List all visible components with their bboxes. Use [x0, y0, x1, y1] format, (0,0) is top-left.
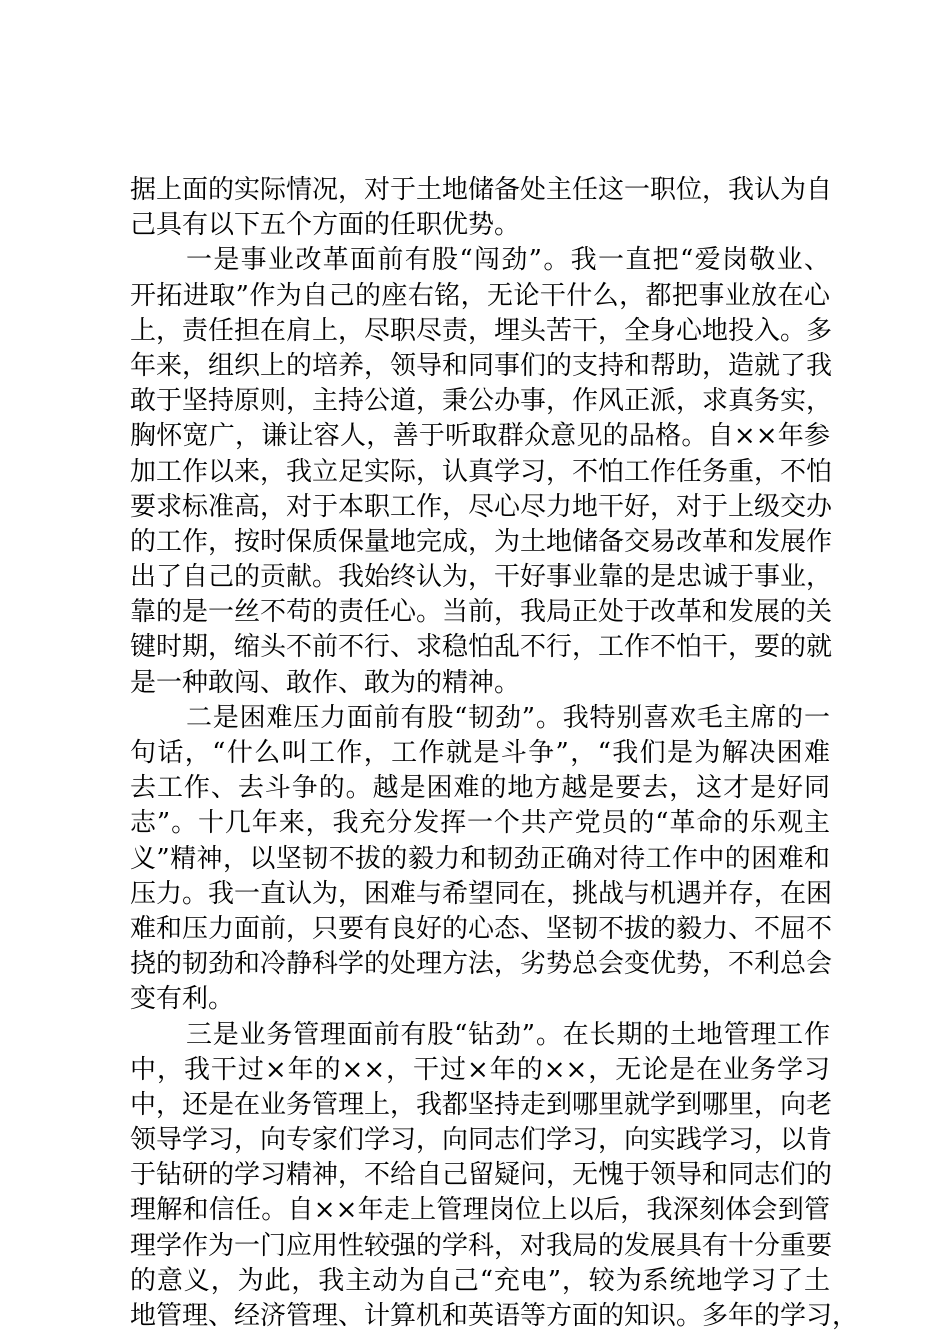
text-line: 理学作为一门应用性较强的学科，对我局的发展具有十分重要 — [130, 1230, 833, 1261]
text-line: 胸怀宽广，谦让容人，善于听取群众意见的品格。自××年参 — [130, 421, 830, 452]
text-line: 己具有以下五个方面的任职优势。 — [130, 210, 521, 241]
text-line: 难和压力面前，只要有良好的心态、坚韧不拔的毅力、不屈不 — [130, 913, 833, 944]
text-line: 志”。十几年来，我充分发挥一个共产党员的“革命的乐观主 — [130, 808, 830, 839]
text-line: 义”精神，以坚韧不拔的毅力和韧劲正确对待工作中的困难和 — [130, 843, 830, 874]
body-text — [130, 173, 859, 1334]
text-line: 的意义，为此，我主动为自己“充电”，较为系统地学习了土 — [130, 1265, 830, 1296]
text-line: 靠的是一丝不苟的责任心。当前，我局正处于改革和发展的关 — [130, 597, 833, 628]
text-line: 地管理、经济管理、计算机和英语等方面的知识。多年的学习， — [130, 1301, 859, 1331]
paragraph-first-line: 二是困难压力面前有股“韧劲”。我特别喜欢毛主席的一 — [186, 702, 830, 733]
text-line: 开拓进取”作为自己的座右铭，无论干什么，都把事业放在心 — [130, 280, 830, 311]
text-line: 领导学习，向专家们学习，向同志们学习，向实践学习，以肯 — [130, 1125, 833, 1156]
text-line: 是一种敢闯、敢作、敢为的精神。 — [130, 667, 521, 698]
text-line: 压力。我一直认为，困难与希望同在，挑战与机遇并存，在困 — [130, 878, 833, 909]
text-line: 要求标准高，对于本职工作，尽心尽力地干好，对于上级交办 — [130, 491, 833, 522]
text-line: 于钻研的学习精神，不给自己留疑问，无愧于领导和同志们的 — [130, 1160, 833, 1191]
text-line: 挠的韧劲和冷静科学的处理方法，劣势总会变优势，不利总会 — [130, 949, 833, 980]
text-line: 敢于坚持原则，主持公道，秉公办事，作风正派，求真务实， — [130, 386, 833, 417]
paragraph-first-line: 三是业务管理面前有股“钻劲”。在长期的土地管理工作 — [186, 1019, 830, 1050]
text-line: 的工作，按时保质保量地完成，为土地储备交易改革和发展作 — [130, 526, 833, 557]
text-line: 中，我干过×年的××，干过×年的××，无论是在业务学习 — [130, 1054, 830, 1085]
text-line: 据上面的实际情况，对于土地储备处主任这一职位，我认为自 — [130, 175, 833, 205]
text-line: 键时期，缩头不前不行、求稳怕乱不行，工作不怕干，要的就 — [130, 632, 833, 663]
text-line: 上，责任担在肩上，尽职尽责，埋头苦干，全身心地投入。多 — [130, 315, 833, 346]
text-line: 年来，组织上的培养，领导和同事们的支持和帮助，造就了我 — [130, 350, 833, 381]
text-line: 去工作、去斗争的。越是困难的地方越是要去，这才是好同 — [130, 773, 830, 804]
text-line: 理解和信任。自××年走上管理岗位上以后，我深刻体会到管 — [130, 1195, 830, 1226]
text-line: 变有利。 — [130, 984, 235, 1015]
text-line: 出了自己的贡献。我始终认为，干好事业靠的是忠诚于事业， — [130, 562, 833, 593]
text-line: 中，还是在业务管理上，我都坚持走到哪里就学到哪里，向老 — [130, 1089, 833, 1120]
paragraph-first-line: 一是事业改革面前有股“闯劲”。我一直把“爱岗敬业、 — [186, 245, 830, 276]
text-line: 句话，“什么叫工作，工作就是斗争”，“我们是为解决困难 — [130, 738, 830, 768]
text-line: 加工作以来，我立足实际，认真学习，不怕工作任务重，不怕 — [130, 456, 833, 487]
